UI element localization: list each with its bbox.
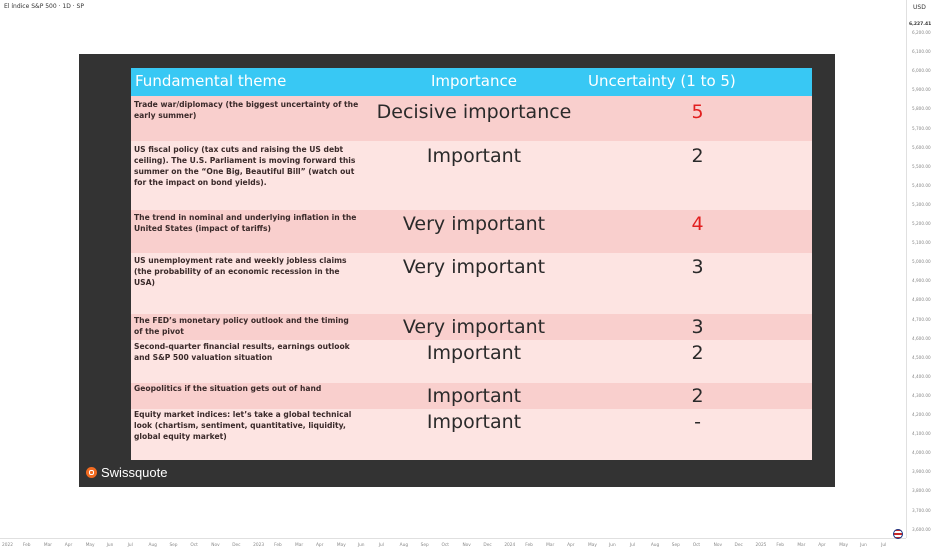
price-axis-label: 5,900.00 <box>912 87 931 93</box>
theme-cell: US fiscal policy (tax cuts and raising the US debt ceiling). The U.S. Parliament is moving forward this summer on the “One Big, Beautiful Bill” (watch out for the impact on bond yields). <box>134 145 356 187</box>
table-row <box>131 314 812 340</box>
table-row <box>131 409 812 460</box>
time-axis-label: Sep <box>671 543 680 548</box>
importance-cell: Very important <box>402 256 546 278</box>
time-axis-label: Mar <box>546 543 555 548</box>
time-axis-label: May <box>588 543 597 548</box>
time-axis-label: Aug <box>148 543 157 548</box>
price-axis-label: 6,100.00 <box>912 49 931 55</box>
price-axis-label: 3,600.00 <box>912 526 931 532</box>
time-axis-label: Feb <box>274 543 282 548</box>
time-axis-label: Mar <box>295 543 304 548</box>
time-axis-label: Mar <box>797 543 806 548</box>
importance-cell: Decisive importance <box>376 101 572 123</box>
time-axis-label: Oct <box>692 543 701 548</box>
time-axis-label: May <box>85 543 95 548</box>
price-axis-label: 4,100.00 <box>912 431 931 437</box>
time-axis-label: Nov <box>462 543 471 548</box>
uncertainty-cell: 3 <box>691 256 704 278</box>
swissquote-brand <box>86 465 167 480</box>
currency-label[interactable]: USD <box>913 4 926 11</box>
time-axis-label: Apr <box>567 543 575 548</box>
time-axis-label: 2023 <box>253 543 265 548</box>
uncertainty-cell: 2 <box>691 342 704 364</box>
time-axis-label: Feb <box>22 543 31 548</box>
time-axis-label: Oct <box>441 543 449 548</box>
importance-cell: Important <box>426 342 522 364</box>
price-axis[interactable] <box>906 0 932 538</box>
price-axis-label: 5,800.00 <box>912 106 931 112</box>
time-axis-label: Jul <box>127 543 133 548</box>
time-axis-label: Jun <box>357 543 365 548</box>
time-axis-label: Dec <box>734 543 743 548</box>
time-axis-label: Apr <box>64 543 73 548</box>
time-axis-label: Dec <box>232 543 241 548</box>
us-flag-icon[interactable] <box>893 529 903 539</box>
header-theme: Fundamental theme <box>135 72 287 90</box>
time-axis[interactable] <box>0 538 906 551</box>
time-axis-label: May <box>839 543 849 548</box>
price-axis-label: 4,000.00 <box>912 450 931 456</box>
themes-table <box>131 68 812 460</box>
time-axis-label: Jun <box>106 543 114 548</box>
importance-cell: Important <box>426 385 522 407</box>
table-row <box>131 383 812 409</box>
time-axis-label: Mar <box>43 543 52 548</box>
uncertainty-cell: 4 <box>691 213 704 235</box>
table-row <box>131 340 812 383</box>
price-axis-label: 5,100.00 <box>912 240 931 246</box>
chart-title: El índice S&P 500 · 1D · SP <box>4 3 84 10</box>
time-axis-label: Jul <box>881 543 887 548</box>
table-row <box>131 253 812 314</box>
price-axis-label: 4,200.00 <box>912 412 931 417</box>
header-importance: Importance <box>431 72 517 90</box>
price-axis-label: 5,000.00 <box>912 259 931 265</box>
price-axis-label: 4,400.00 <box>912 373 931 379</box>
theme-cell: The FED’s monetary policy outlook and the timing of the pivot <box>134 316 349 336</box>
price-axis-label: 3,900.00 <box>912 469 931 475</box>
time-axis-label: 2024 <box>504 543 516 548</box>
time-axis-label: Nov <box>211 543 220 548</box>
theme-cell: Geopolitics if the situation gets out of hand <box>134 384 322 393</box>
table-row <box>131 141 812 210</box>
time-axis-label: Oct <box>190 543 198 548</box>
price-axis-label: 5,200.00 <box>912 221 931 226</box>
price-axis-label: 3,800.00 <box>912 488 931 494</box>
time-axis-label: Nov <box>713 543 723 548</box>
price-axis-label: 4,500.00 <box>912 354 931 360</box>
price-axis-label: 4,800.00 <box>912 297 931 303</box>
theme-cell: US unemployment rate and weekly jobless claims (the probability of an economic recession in the USA) <box>134 256 347 287</box>
time-axis-label: 2022 <box>2 543 13 548</box>
swissquote-logo-icon <box>86 467 97 478</box>
time-axis-label: Aug <box>650 543 660 548</box>
time-axis-label: Sep <box>169 543 178 548</box>
time-axis-label: Jul <box>629 543 636 548</box>
time-axis-label: 2025 <box>755 543 767 548</box>
time-axis-label: Apr <box>818 543 826 548</box>
table-row <box>131 96 812 141</box>
price-axis-label: 4,700.00 <box>912 316 931 322</box>
price-axis-label: 5,300.00 <box>912 201 931 207</box>
price-axis-label: 5,400.00 <box>912 182 931 188</box>
last-price-tag: 6,227.41 <box>909 22 932 27</box>
price-axis-label: 6,200.00 <box>912 30 931 35</box>
uncertainty-cell: 2 <box>691 385 704 407</box>
uncertainty-cell: - <box>694 411 701 433</box>
importance-cell: Important <box>426 145 522 167</box>
price-axis-label: 5,600.00 <box>912 144 931 150</box>
price-axis-label: 5,700.00 <box>912 125 931 131</box>
table-row <box>131 210 812 253</box>
time-axis-label: Sep <box>420 543 429 548</box>
importance-cell: Very important <box>402 316 546 338</box>
price-axis-label: 4,900.00 <box>912 278 931 284</box>
time-axis-label: Apr <box>315 543 324 548</box>
time-axis-label: Jun <box>608 543 616 548</box>
price-axis-label: 5,500.00 <box>912 163 931 169</box>
importance-cell: Important <box>426 411 522 433</box>
uncertainty-cell: 2 <box>691 145 704 167</box>
time-axis-label: Aug <box>399 543 409 548</box>
theme-cell: Second-quarter financial results, earnings outlook and S&P 500 valuation situation <box>134 342 350 362</box>
price-axis-label: 4,300.00 <box>912 392 931 398</box>
uncertainty-cell: 5 <box>691 101 704 123</box>
time-axis-label: Dec <box>483 543 492 548</box>
theme-cell: Equity market indices: let’s take a global technical look (chartism, sentiment, quantitative, liquidity, global equity market) <box>134 410 352 441</box>
time-axis-label: Jun <box>860 543 867 548</box>
theme-cell: Trade war/diplomacy (the biggest uncertainty of the early summer) <box>134 100 359 120</box>
table-header <box>131 68 812 96</box>
price-axis-label: 6,000.00 <box>912 68 931 74</box>
price-axis-label: 4,600.00 <box>912 335 931 341</box>
uncertainty-cell: 3 <box>691 316 704 338</box>
importance-cell: Very important <box>402 213 546 235</box>
time-axis-label: Feb <box>525 543 533 548</box>
header-uncertainty: Uncertainty (1 to 5) <box>588 72 736 90</box>
price-axis-label: 3,700.00 <box>912 507 931 513</box>
time-axis-label: Feb <box>776 543 785 548</box>
theme-cell: The trend in nominal and underlying inflation in the United States (impact of tariffs) <box>134 213 357 233</box>
brand-name: Swissquote <box>101 465 168 480</box>
time-axis-label: Jul <box>378 543 384 548</box>
time-axis-label: May <box>336 543 346 548</box>
